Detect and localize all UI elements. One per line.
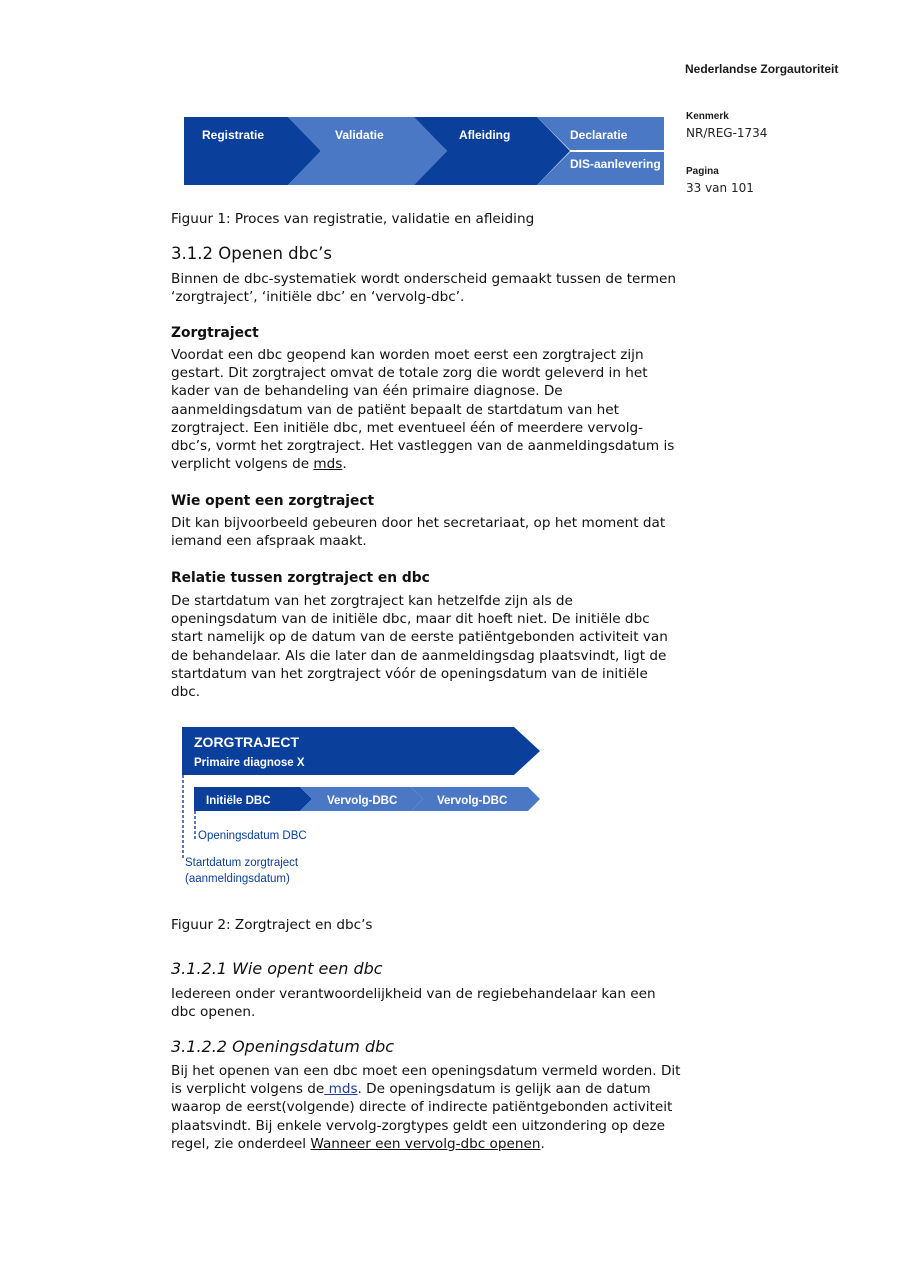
vervolg-dbc-link[interactable]: Wanneer een vervolg-dbc openen: [310, 1135, 541, 1152]
section-3122-end: .: [540, 1135, 545, 1152]
pagina-value: 33 van 101: [686, 181, 754, 195]
section-heading-3121: 3.1.2.1 Wie opent een dbc: [171, 959, 383, 978]
step-dis-label: DIS-aanlevering: [570, 157, 661, 171]
follow-dbc-2-label: Vervolg-DBC: [437, 795, 508, 807]
zorgtraject-subtitle: Primaire diagnose X: [194, 757, 305, 769]
section-heading-312: 3.1.2 Openen dbc’s: [171, 244, 333, 263]
section-3122-paragraph: [171, 1062, 681, 1153]
step-afleiding-label: Afleiding: [459, 128, 511, 142]
mds-link-2[interactable]: mds: [324, 1081, 358, 1098]
wie-opent-zorgtraject-heading: Wie opent een zorgtraject: [171, 493, 375, 509]
follow-dbc-1-label: Vervolg-DBC: [327, 795, 398, 807]
relatie-heading: Relatie tussen zorgtraject en dbc: [171, 570, 430, 586]
kenmerk-value: NR/REG-1734: [686, 126, 768, 140]
intro-paragraph: Binnen de dbc-systematiek wordt onderscheid gemaakt tussen de termen ‘zorgtraject’, ‘initiële dbc’ en ‘vervolg-dbc’.: [171, 271, 676, 306]
organization-name: Nederlandse Zorgautoriteit: [685, 62, 839, 76]
zorgtraject-end: .: [342, 456, 347, 473]
wie-opent-block: [171, 514, 681, 550]
section-3121-block: [171, 985, 681, 1021]
zorgtraject-block: [171, 346, 681, 473]
relatie-block: [171, 592, 681, 701]
step-validatie-label: Validatie: [335, 128, 384, 142]
section-3122-text-2: . De openingsdatum is gelijk aan de datum waarop de eerst(volgende) directe of indirecte patiëntgebonden activiteit plaatsvindt. Bij enkele vervolg-zorgtypes geldt een uitzondering op deze regel, zie onderdeel: [171, 1081, 673, 1152]
section-312-intro: [171, 270, 681, 306]
section-heading-3122: 3.1.2.2 Openingsdatum dbc: [171, 1037, 395, 1056]
start-date-label-1: Startdatum zorgtraject: [185, 857, 299, 869]
zorgtraject-heading: Zorgtraject: [171, 325, 259, 341]
zorgtraject-text: Voordat een dbc geopend kan worden moet eerst een zorgtraject zijn gestart. Dit zorgtraject omvat de totale zorg die wordt geleverd in het kader van de behandeling van één primaire diagnose. De aanmeldingsdatum van de patiënt bepaalt de startdatum van het zorgtraject. Een initiële dbc, met eventueel één of meerdere vervolg-dbc’s, vormt het zorgtraject. Het vastleggen van de aanmeldingsdatum is verplicht volgens de: [171, 347, 675, 473]
mds-link[interactable]: mds: [313, 456, 343, 473]
pagina-label: Pagina: [686, 166, 719, 177]
wie-opent-paragraph: Dit kan bijvoorbeeld gebeuren door het secretariaat, op het moment dat iemand een afspraak maakt.: [171, 515, 666, 550]
section-3121-paragraph: Iedereen onder verantwoordelijkheid van de regiebehandelaar kan een dbc openen.: [171, 986, 656, 1021]
zorgtraject-title: ZORGTRAJECT: [194, 734, 299, 750]
kenmerk-label: Kenmerk: [686, 111, 729, 122]
process-diagram: [184, 116, 666, 186]
start-date-label-2: (aanmeldingsdatum): [185, 873, 290, 885]
opening-date-label: Openingsdatum DBC: [198, 830, 307, 842]
initial-dbc-label: Initiële DBC: [206, 795, 271, 807]
figure2-caption: Figuur 2: Zorgtraject en dbc’s: [171, 917, 373, 933]
zorgtraject-paragraph: [171, 346, 681, 473]
relatie-paragraph: De startdatum van het zorgtraject kan hetzelfde zijn als de openingsdatum van de initiële dbc, maar dit hoeft niet. De initiële dbc start namelijk op de datum van de eerste patiëntgebonden activiteit van de behandelaar. Als die later dan de aanmeldingsdag plaatsvindt, ligt de startdatum van het zorgtraject vóór de openingsdatum van de initiële dbc.: [171, 593, 668, 701]
step-declaratie-label: Declaratie: [570, 128, 628, 142]
figure1-caption: Figuur 1: Proces van registratie, validatie en afleiding: [171, 211, 535, 227]
zorgtraject-diagram: [178, 726, 544, 888]
section-3122-block: [171, 1062, 681, 1153]
section-3122-text-1: Bij het openen van een dbc moet een openingsdatum vermeld worden. Dit is verplicht volgens de: [171, 1063, 681, 1098]
step-registratie-label: Registratie: [202, 128, 265, 142]
